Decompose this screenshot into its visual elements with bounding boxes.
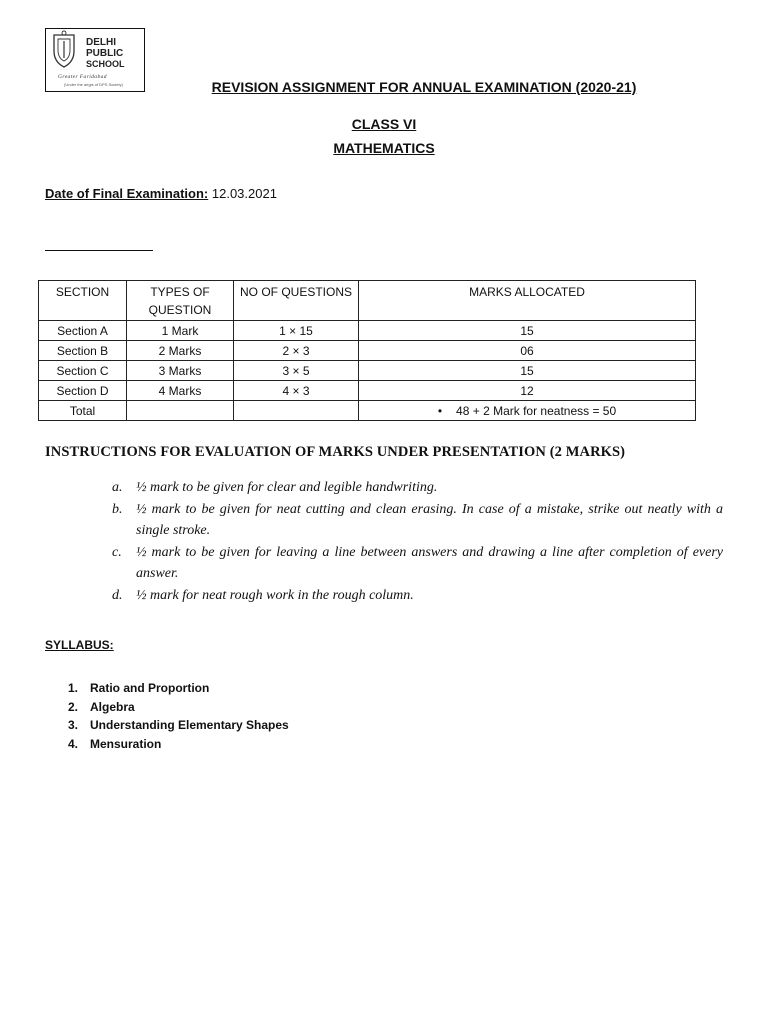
list-item-text: ½ mark to be given for clear and legible handwriting. <box>136 480 438 495</box>
total-value <box>359 401 696 421</box>
list-item-text: ½ mark to be given for neat cutting and clean erasing. In case of a mistake, strike out neatly with a single stroke. <box>136 501 723 538</box>
list-number: 1. <box>68 681 79 695</box>
list-item <box>112 477 723 499</box>
table-row <box>39 341 696 361</box>
table-cell: 2 Marks <box>127 341 234 361</box>
document-title: REVISION ASSIGNMENT FOR ANNUAL EXAMINATION (2020-21) <box>211 79 637 95</box>
list-item-text: ½ mark for neat rough work in the rough column. <box>136 587 414 603</box>
table-cell <box>127 401 234 421</box>
list-item-text: Algebra <box>90 699 135 714</box>
list-item <box>68 698 289 717</box>
header-cell: MARKS ALLOCATED <box>359 281 696 321</box>
logo-tagline: (Under the aegis of DPS Society) <box>64 82 123 87</box>
list-number: 4. <box>68 736 79 751</box>
header-cell: TYPES OF QUESTION <box>127 281 234 321</box>
table-cell: Section D <box>39 381 127 401</box>
table-cell: 3 × 5 <box>234 361 359 381</box>
table-cell: 3 Marks <box>127 361 234 381</box>
divider-line <box>45 250 153 251</box>
table-row <box>39 321 696 341</box>
logo-line-2: PUBLIC <box>86 48 124 59</box>
table-row <box>39 361 696 381</box>
table-cell: 1 × 15 <box>234 321 359 341</box>
instructions-list <box>112 477 723 606</box>
logo-line-1: DELHI <box>86 37 116 48</box>
list-marker: c. <box>112 544 122 560</box>
logo-branch: Greater Faridabad <box>58 74 107 80</box>
logo-line-3: SCHOOL <box>86 59 125 69</box>
total-row <box>39 401 696 421</box>
table-header-row <box>39 281 696 321</box>
list-number: 2. <box>68 699 79 714</box>
class-title: CLASS VI <box>351 116 417 132</box>
table-cell: 2 × 3 <box>234 341 359 361</box>
marks-table <box>38 280 696 421</box>
table-row <box>39 381 696 401</box>
list-marker: a. <box>112 480 123 495</box>
table-cell: 4 Marks <box>127 381 234 401</box>
syllabus-heading: SYLLABUS: <box>45 638 114 652</box>
table-cell: 12 <box>359 381 696 401</box>
table-cell: Section A <box>39 321 127 341</box>
header-cell: NO OF QUESTIONS <box>234 281 359 321</box>
list-item <box>68 735 289 754</box>
exam-date-label: Date of Final Examination: <box>45 186 209 201</box>
list-item <box>112 542 723 585</box>
list-item-text: Ratio and Proportion <box>90 681 210 695</box>
total-label: Total <box>39 401 127 421</box>
exam-date-value: 12.03.2021 <box>211 186 277 201</box>
school-crest-icon <box>46 29 82 75</box>
list-marker: b. <box>112 501 123 517</box>
table-cell: 15 <box>359 321 696 341</box>
total-value-text: • 48 + 2 Mark for neatness = 50 <box>438 404 616 418</box>
subject-title: MATHEMATICS <box>333 140 435 156</box>
table-cell: 15 <box>359 361 696 381</box>
list-item <box>112 499 723 542</box>
list-number: 3. <box>68 718 79 732</box>
exam-date <box>45 186 277 201</box>
list-item-text: Mensuration <box>90 736 162 751</box>
table-cell: Section B <box>39 341 127 361</box>
list-item <box>112 585 723 607</box>
list-item-text: Understanding Elementary Shapes <box>90 718 289 732</box>
table-cell: 4 × 3 <box>234 381 359 401</box>
table-cell: 1 Mark <box>127 321 234 341</box>
list-item <box>68 679 289 698</box>
table-cell: Section C <box>39 361 127 381</box>
list-item-text: ½ mark to be given for leaving a line between answers and drawing a line after completion of every answer. <box>136 544 723 581</box>
table-cell <box>234 401 359 421</box>
syllabus-list <box>68 679 289 753</box>
instructions-heading: INSTRUCTIONS FOR EVALUATION OF MARKS UNDER PRESENTATION (2 MARKS) <box>45 444 626 460</box>
list-item <box>68 716 289 735</box>
list-marker: d. <box>112 587 123 603</box>
table-cell: 06 <box>359 341 696 361</box>
header-cell: SECTION <box>39 281 127 321</box>
